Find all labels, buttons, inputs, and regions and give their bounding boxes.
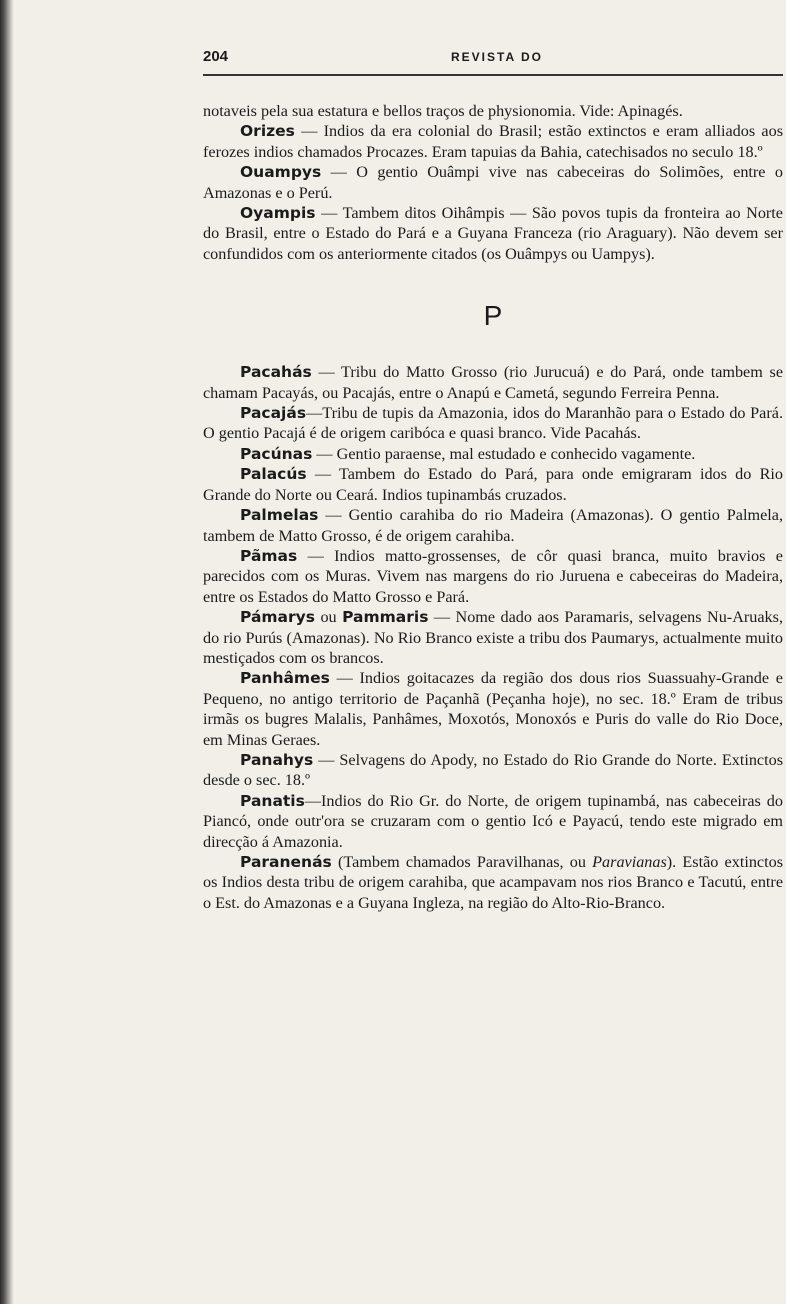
page-number: 204 xyxy=(203,48,229,65)
entry-text: — O gentio Ouâmpi vive nas cabeceiras do Solimões, entre o Amazonas e o Perú. xyxy=(203,163,783,202)
entry-term: Orizes xyxy=(240,122,295,141)
entry-text: — Indios goitacazes da região dos dous rios Suassuahy-Grande e Pequeno, no antigo territorio de Paçanhã (Peçanha hoje), no sec. 18.º Eram de tribus irmãs os bugres Malalis, Panhâmes, Moxotós, Monoxós e Puris do valle do Rio Doce, em Minas Geraes. xyxy=(203,669,783,749)
entry-text: — Tribu do Matto Grosso (rio Jurucuá) e do Pará, onde tambem se chamam Pacayás, ou Pacajás, entre o Anapú e Cametá, segundo Ferreira Penna. xyxy=(203,363,783,402)
entry-oyampis xyxy=(203,203,783,264)
entry-text-before-italic: (Tambem chamados Paravilhanas, ou xyxy=(331,853,593,871)
entry-text: — Tambem do Estado do Pará, para onde emigraram idos do Rio Grande do Norte ou Ceará. Indios tupinambás cruzados. xyxy=(203,465,783,504)
entry-palacus xyxy=(203,464,783,505)
page-header xyxy=(203,46,783,70)
entry-paranenas xyxy=(203,852,783,913)
page-gutter-shadow xyxy=(0,0,14,1304)
entry-term: Pámarys xyxy=(240,608,315,627)
entry-panhames xyxy=(203,668,783,750)
entry-term: Panhâmes xyxy=(240,669,330,688)
entry-text: — Indios matto-grossenses, de côr quasi branca, muito bravios e parecidos com os Muras. Vivem nas margens do rio Juruena e cabeceiras do Madeira, entre os Estados do Matto Grosso e Pará. xyxy=(203,546,783,606)
entry-term: Ouampys xyxy=(240,163,322,182)
entry-panahys xyxy=(203,750,783,791)
entry-orizes xyxy=(203,121,783,162)
entry-term: Paranenás xyxy=(240,853,332,871)
entry-pacajas xyxy=(203,403,783,444)
entry-text: —Indios do Rio Gr. do Norte, de origem tupinambá, nas cabeceiras do Piancó, onde outr'ora se cruzaram com o gentio Icó e Payacú, tendo este migrado em direcção á Amazonia. xyxy=(203,791,783,851)
entry-pamas xyxy=(203,546,783,607)
entry-pacahas xyxy=(203,362,783,403)
entry-panatis xyxy=(203,791,783,852)
entry-term: Panatis xyxy=(240,791,305,810)
entry-text: — Nome dado aos Paramaris, selvagens Nu-Aruaks, do rio Purús (Amazonas). No Rio Branco existe a tribu dos Paumarys, actualmente muito mestiçados com os brancos. xyxy=(203,608,783,667)
text-column xyxy=(203,101,783,913)
entry-term: Pacajás xyxy=(240,404,307,423)
entry-text: —Tribu de tupis da Amazonia, idos do Maranhão para o Estado do Pará. O gentio Pacajá é de origem caribóca e quasi branco. Vide Pacahás. xyxy=(203,404,783,443)
entry-pacunas xyxy=(203,444,783,464)
header-rule xyxy=(203,74,783,76)
entry-pamarys xyxy=(203,607,783,668)
entry-continuation xyxy=(203,101,783,121)
entry-text: — Indios da era colonial do Brasil; estão extinctos e eram alliados aos ferozes indios chamados Procazes. Eram tapuias da Bahia, catechisados no seculo 18.º xyxy=(203,122,783,161)
running-title: REVISTA DO xyxy=(451,50,544,64)
entry-text: — Gentio paraense, mal estudado e conhecido vagamente. xyxy=(312,444,696,463)
entry-text: — Selvagens do Apody, no Estado do Rio Grande do Norte. Extinctos desde o sec. 18.º xyxy=(203,750,783,790)
entry-palmelas xyxy=(203,505,783,546)
entry-text: notaveis pela sua estatura e bellos traços de physionomia. Vide: Apinagés. xyxy=(203,102,683,120)
entry-text: — Tambem ditos Oihâmpis — São povos tupis da fronteira ao Norte do Brasil, entre o Estado do Pará e a Guyana Franceza (rio Araguary). Não devem ser confundidos com os anteriormente citados (os Ouâmpys ou Uampys). xyxy=(203,204,783,263)
entry-text: ). Estão extinctos os Indios desta tribu de origem carahiba, que acampavam nos rios Branco e Tacutú, entre o Est. do Amazonas e a Guyana Ingleza, na região do Alto-Rio-Branco. xyxy=(203,853,784,912)
entry-term: Pacahás xyxy=(240,363,312,382)
section-letter: P xyxy=(483,300,503,332)
entry-term: Oyampis xyxy=(240,204,316,223)
entry-term: Palacús xyxy=(240,465,307,484)
entry-term-alternate: Pammaris xyxy=(342,608,429,627)
entry-italic-name: Paravianas xyxy=(592,853,667,871)
entry-term: Pãmas xyxy=(240,546,298,565)
entry-term: Palmelas xyxy=(240,506,319,525)
entry-term: Pacúnas xyxy=(240,444,313,463)
entry-ouampys xyxy=(203,162,783,203)
entry-connector: ou xyxy=(315,608,343,627)
entry-term: Panahys xyxy=(240,750,314,769)
entry-text: — Gentio carahiba do rio Madeira (Amazonas). O gentio Palmela, tambem de Matto Grosso, é de origem carahiba. xyxy=(203,506,783,545)
